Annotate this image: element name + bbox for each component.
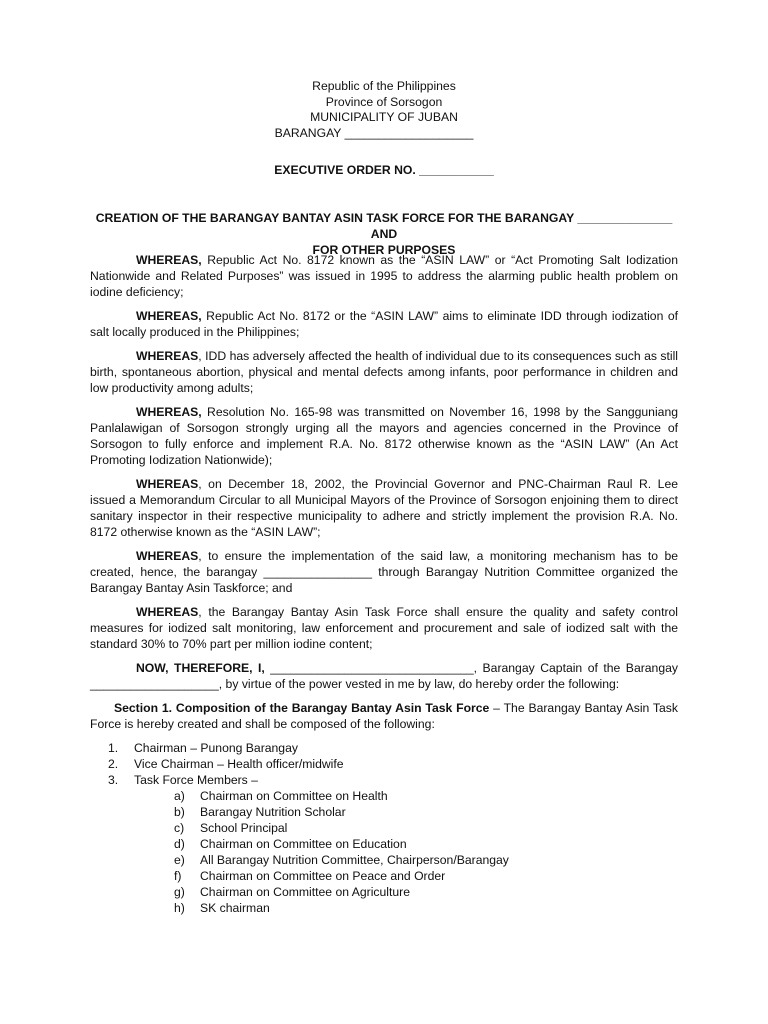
whereas-paragraph [90,308,678,340]
province-line: Province of Sorsogon [325,94,443,109]
paragraph-lead: WHEREAS [136,349,199,363]
sub-list-item [174,868,678,884]
municipality-line: MUNICIPALITY OF JUBAN [310,110,458,124]
whereas-paragraph [90,252,678,300]
sub-list-item [174,884,678,900]
whereas-paragraph [90,548,678,596]
list-item [108,772,678,916]
paragraph-lead: WHEREAS, [136,405,202,419]
title-line-2: FOR OTHER PURPOSES [312,243,456,257]
list-number: 1. [108,741,119,755]
document-title [90,210,678,258]
sub-list-letter: c) [174,821,185,835]
document-body [90,252,678,916]
section-1-paragraph [90,700,678,732]
paragraph-lead: WHEREAS, [136,309,202,323]
sub-list-item [174,852,678,868]
list-number: 2. [108,757,119,771]
list-item-label: Task Force Members – [134,773,258,787]
paragraph-lead: WHEREAS [136,549,199,563]
composition-list [90,740,678,916]
sub-list-item-label: Chairman on Committee on Education [200,837,407,851]
list-item-label: Chairman – Punong Barangay [134,741,298,755]
paragraph-lead: WHEREAS, [136,253,202,267]
list-item [108,740,678,756]
sub-list-item-label: All Barangay Nutrition Committee, Chairperson/Barangay [200,853,509,867]
list-item-label: Vice Chairman – Health officer/midwife [134,757,344,771]
section-1-text: – The Barangay Bantay Asin Task Force is hereby created and shall be composed of the following: [90,701,678,731]
sub-list-item [174,788,678,804]
sub-list-letter: g) [174,885,185,899]
paragraph-text: , IDD has adversely affected the health of individual due to its consequences such as still birth, spontaneous abortion, physical and mental defects among infants, poor performance in children and low productivity among adults; [90,349,678,395]
whereas-paragraph [90,348,678,396]
list-item [108,756,678,772]
paragraph-text: , the Barangay Bantay Asin Task Force shall ensure the quality and safety control measures for iodized salt monitoring, law enforcement and procurement and sale of iodized salt with the standard 30% to 70% part per million iodine content; [90,605,678,651]
paragraph-text: Republic Act No. 8172 or the “ASIN LAW” aims to eliminate IDD through iodization of salt locally produced in the Philippines; [90,309,678,339]
paragraph-text: Resolution No. 165-98 was transmitted on November 16, 1998 by the Sangguniang Panlalawigan of Sorsogon strongly urging all the mayors and agencies concerned in the Province of Sorsogon to fully enforce and implement R.A. No. 8172 otherwise known as the “ASIN LAW” (An Act Promoting Iodization Nationwide); [90,405,678,467]
sub-list-item-label: SK chairman [200,901,270,915]
section-1-heading: Section 1. Composition of the Barangay Bantay Asin Task Force [114,701,490,715]
sub-list-item-label: Chairman on Committee on Health [200,789,388,803]
title-line-1: CREATION OF THE BARANGAY BANTAY ASIN TASK FORCE FOR THE BARANGAY ______________ AND [95,211,673,241]
document-header [0,78,768,140]
whereas-paragraph [90,404,678,468]
paragraph-text: ______________________________, Barangay Captain of the Barangay ___________________, by virtue of the power vested in me by law, do hereby order the following: [90,661,678,691]
paragraph-text: , on December 18, 2002, the Provincial Governor and PNC-Chairman Raul R. Lee issued a Memorandum Circular to all Municipal Mayors of the Province of Sorsogon enjoining them to direct sanitary inspector in their respective municipality to adhere and strictly implement the provision R.A. No. 8172 otherwise known as the “ASIN LAW”; [90,477,678,539]
whereas-paragraph [90,604,678,652]
paragraph-lead: NOW, THEREFORE, I, [136,661,265,675]
sub-list-letter: h) [174,901,185,915]
sub-list-item-label: Barangay Nutrition Scholar [200,805,346,819]
sub-list-item-label: School Principal [200,821,288,835]
sub-list-letter: e) [174,853,185,867]
sub-list-letter: b) [174,805,185,819]
sub-list-letter: d) [174,837,185,851]
sub-list-item [174,804,678,820]
sub-list-item [174,820,678,836]
sub-list-letter: a) [174,789,185,803]
paragraph-lead: WHEREAS [136,605,199,619]
paragraph-text: , to ensure the implementation of the said law, a monitoring mechanism has to be created, hence, the barangay ________________ through Barangay Nutrition Committee organized the Barangay Bantay Asin Taskforce; and [90,549,678,595]
sub-list-letter: f) [174,869,182,883]
whereas-paragraph [90,476,678,540]
sub-list-item [174,836,678,852]
paragraph-lead: WHEREAS [136,477,199,491]
sub-list-item [174,900,678,916]
executive-order-title: EXECUTIVE ORDER NO. ___________ [274,163,494,177]
paragraph-text: Republic Act No. 8172 known as the “ASIN LAW” or “Act Promoting Salt Iodization Nationwide and Related Purposes” was issued in 1995 to address the alarming public health problem on iodine deficiency; [90,253,678,299]
now-therefore-paragraph [90,660,678,692]
task-force-members-list [134,788,678,916]
list-number: 3. [108,773,119,787]
republic-line: Republic of the Philippines [312,79,456,93]
barangay-line: BARANGAY ___________________ [274,125,474,140]
sub-list-item-label: Chairman on Committee on Agriculture [200,885,410,899]
sub-list-item-label: Chairman on Committee on Peace and Order [200,869,446,883]
